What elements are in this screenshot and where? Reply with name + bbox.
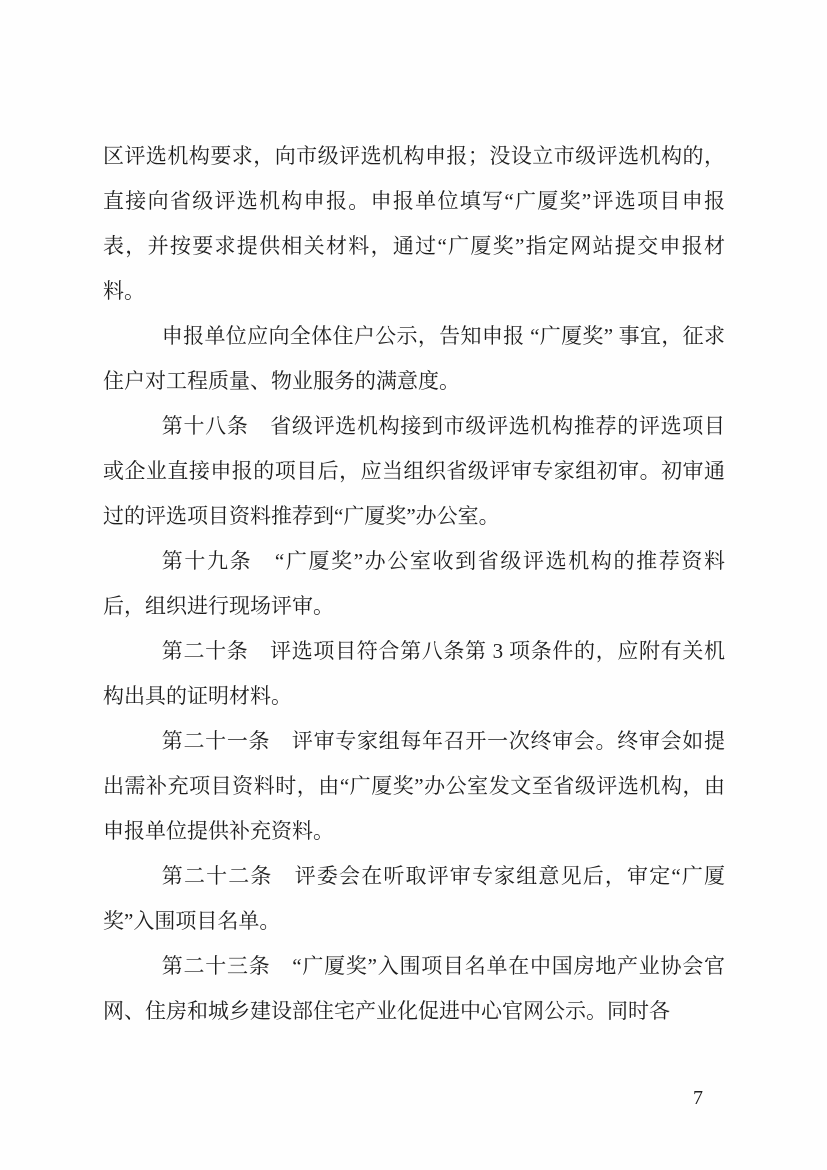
page-number: 7 xyxy=(693,1087,703,1109)
paragraph: 第二十一条 评审专家组每年召开一次终审会。终审会如提出需补充项目资料时，由“广厦奖”办公室发文至省级评选机构，由申报单位提供补充资料。 xyxy=(103,729,725,843)
document-body xyxy=(103,134,725,1034)
paragraph: 区评选机构要求，向市级评选机构申报；没设立市级评选机构的，直接向省级评选机构申报。申报单位填写“广厦奖”评选项目申报表，并按要求提供相关材料，通过“广厦奖”指定网站提交申报材料。 xyxy=(103,144,725,303)
paragraph: 申报单位应向全体住户公示，告知申报 “广厦奖” 事宜，征求住户对工程质量、物业服务的满意度。 xyxy=(103,324,725,393)
paragraph: 第十九条 “广厦奖”办公室收到省级评选机构的推荐资料后，组织进行现场评审。 xyxy=(103,549,725,618)
paragraph: 第二十二条 评委会在听取评审专家组意见后，审定“广厦奖”入围项目名单。 xyxy=(103,864,725,933)
paragraph: 第二十三条 “广厦奖”入围项目名单在中国房地产业协会官网、住房和城乡建设部住宅产业化促进中心官网公示。同时各 xyxy=(103,954,725,1023)
paragraph: 第二十条 评选项目符合第八条第 3 项条件的，应附有关机构出具的证明材料。 xyxy=(103,639,725,708)
paragraph: 第十八条 省级评选机构接到市级评选机构推荐的评选项目或企业直接申报的项目后，应当组织省级评审专家组初审。初审通过的评选项目资料推荐到“广厦奖”办公室。 xyxy=(103,414,725,528)
